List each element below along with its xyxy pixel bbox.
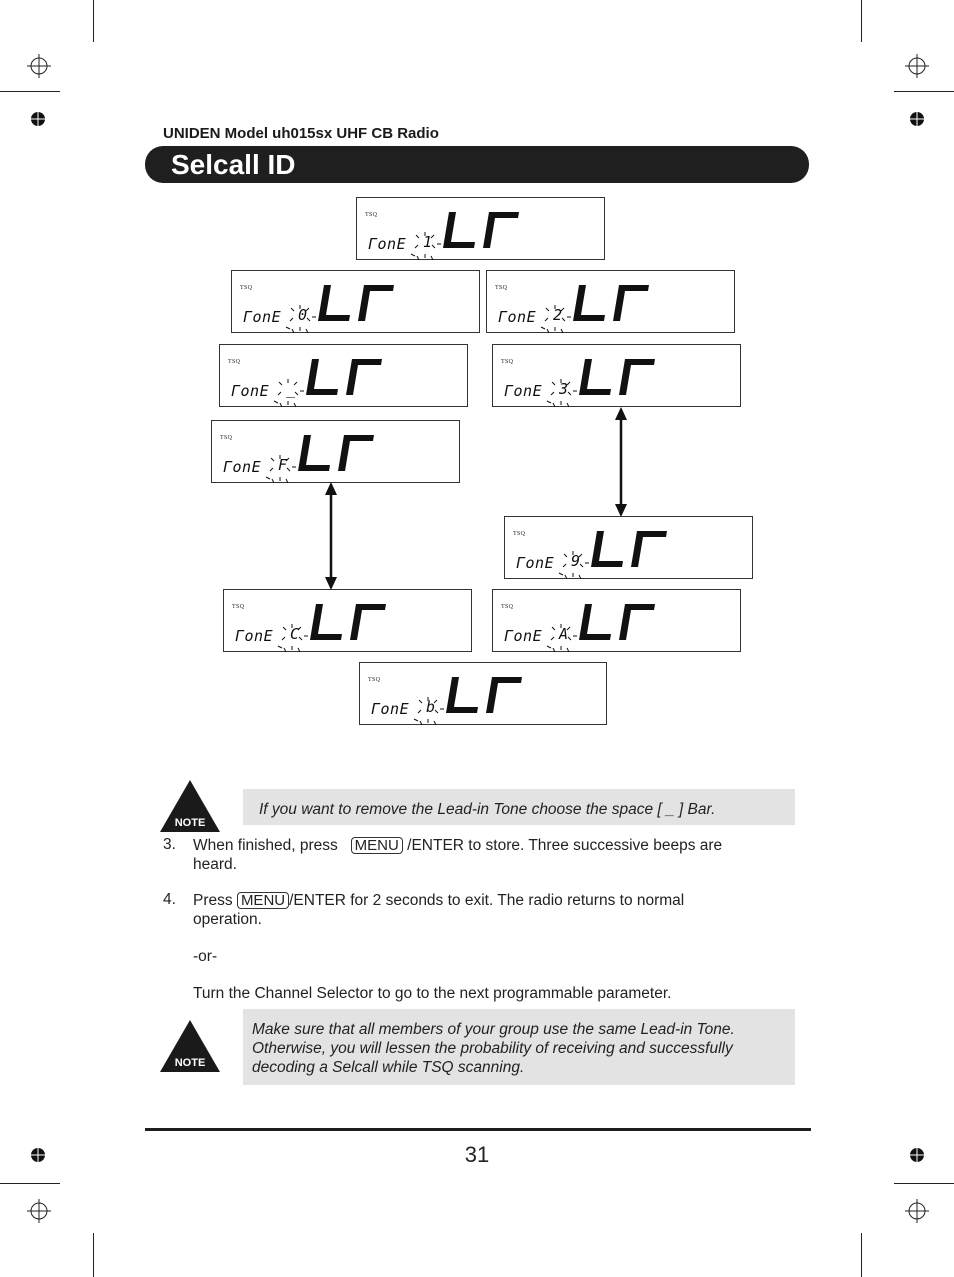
lcd-display-2 bbox=[486, 270, 735, 333]
step-text: /ENTER to store. Three successive beeps are bbox=[407, 837, 723, 854]
tsq-indicator: TSQ bbox=[365, 212, 378, 218]
tone-label: ГonE bbox=[498, 308, 537, 326]
crop-mark bbox=[93, 0, 94, 42]
step-text: /ENTER for 2 seconds to exit. The radio returns to normal bbox=[289, 892, 685, 909]
lcd-segments-icon bbox=[232, 271, 481, 334]
tsq-indicator: TSQ bbox=[495, 285, 508, 291]
tone-digit: A bbox=[559, 625, 569, 643]
crop-mark bbox=[93, 1233, 94, 1277]
tone-label: ГonE bbox=[223, 458, 262, 476]
lcd-segments-icon bbox=[487, 271, 736, 334]
registration-dot-icon bbox=[909, 111, 925, 127]
registration-dot-icon bbox=[30, 111, 46, 127]
tone-label: ГonE bbox=[368, 235, 407, 253]
section-title: Selcall ID bbox=[171, 149, 296, 180]
note-icon-label: NOTE bbox=[174, 817, 206, 829]
lcd-display-A bbox=[492, 589, 741, 652]
step-text: heard. bbox=[193, 856, 237, 873]
registration-mark-icon bbox=[905, 1199, 929, 1223]
note-box bbox=[243, 789, 795, 825]
lcd-segments-icon bbox=[360, 663, 609, 726]
tsq-indicator: TSQ bbox=[220, 435, 233, 441]
crop-mark bbox=[0, 1183, 60, 1184]
step-text: When finished, press bbox=[193, 837, 338, 854]
step-number: 3. bbox=[163, 836, 176, 853]
tone-digit: 3 bbox=[559, 380, 569, 398]
footer-rule bbox=[145, 1128, 811, 1131]
tone-label: ГonE bbox=[504, 627, 543, 645]
tsq-indicator: TSQ bbox=[501, 359, 514, 365]
step-text: Press bbox=[193, 892, 233, 909]
crop-mark bbox=[0, 91, 60, 92]
turn-text: Turn the Channel Selector to go to the next programmable parameter. bbox=[193, 985, 672, 1002]
crop-mark bbox=[894, 91, 954, 92]
tone-digit: b bbox=[426, 698, 436, 716]
note-text: If you want to remove the Lead-in Tone choose the space [ _ ] Bar. bbox=[259, 801, 716, 818]
note-line: Make sure that all members of your group use the same Lead-in Tone. bbox=[252, 1021, 735, 1038]
menu-key: MENU bbox=[237, 892, 289, 909]
model-header: UNIDEN Model uh015sx UHF CB Radio bbox=[163, 125, 439, 142]
tone-label: ГonE bbox=[243, 308, 282, 326]
crop-mark bbox=[861, 0, 862, 42]
double-arrow-icon bbox=[613, 407, 629, 517]
lcd-display-b bbox=[359, 662, 607, 725]
double-arrow-icon bbox=[323, 482, 339, 590]
crop-mark bbox=[861, 1233, 862, 1277]
note-line: Otherwise, you will lessen the probability of receiving and successfully bbox=[252, 1040, 733, 1057]
step-text: operation. bbox=[193, 911, 262, 928]
registration-mark-icon bbox=[905, 54, 929, 78]
lcd-segments-icon bbox=[224, 590, 473, 653]
note-icon-label: NOTE bbox=[174, 1057, 206, 1069]
tone-label: ГonE bbox=[516, 554, 555, 572]
registration-mark-icon bbox=[27, 54, 51, 78]
tone-digit: 2 bbox=[553, 306, 563, 324]
tone-digit: 1 bbox=[423, 233, 433, 251]
note-warning-icon bbox=[160, 780, 220, 832]
note-box bbox=[243, 1009, 795, 1085]
tone-label: ГonE bbox=[504, 382, 543, 400]
tsq-indicator: TSQ bbox=[368, 677, 381, 683]
tone-digit: _ bbox=[286, 380, 296, 398]
lcd-display-C bbox=[223, 589, 472, 652]
section-title-bar bbox=[145, 146, 809, 183]
lcd-display-0 bbox=[231, 270, 480, 333]
tsq-indicator: TSQ bbox=[501, 604, 514, 610]
page-number: 31 bbox=[464, 1142, 490, 1167]
tsq-indicator: TSQ bbox=[240, 285, 253, 291]
tone-digit: F bbox=[278, 456, 288, 474]
tone-label: ГonE bbox=[371, 700, 410, 718]
or-text: -or- bbox=[193, 948, 218, 965]
tone-digit: 0 bbox=[298, 306, 308, 324]
note-warning-icon bbox=[160, 1020, 220, 1072]
step-number: 4. bbox=[163, 891, 176, 908]
lcd-display-3 bbox=[492, 344, 741, 407]
lcd-display-F bbox=[211, 420, 460, 483]
crop-mark bbox=[894, 1183, 954, 1184]
lcd-segments-icon bbox=[493, 345, 742, 408]
registration-mark-icon bbox=[27, 1199, 51, 1223]
tsq-indicator: TSQ bbox=[228, 359, 241, 365]
tsq-indicator: TSQ bbox=[232, 604, 245, 610]
tone-digit: 9 bbox=[571, 552, 581, 570]
note-line: decoding a Selcall while TSQ scanning. bbox=[252, 1059, 525, 1076]
tone-label: ГonE bbox=[235, 627, 274, 645]
lcd-segments-icon bbox=[212, 421, 461, 484]
lcd-segments-icon bbox=[220, 345, 469, 408]
menu-key: MENU bbox=[351, 837, 403, 854]
lcd-segments-icon bbox=[493, 590, 742, 653]
lcd-display-space bbox=[219, 344, 468, 407]
tone-digit: C bbox=[290, 625, 300, 643]
lcd-display-1 bbox=[356, 197, 605, 260]
tone-label: ГonE bbox=[231, 382, 270, 400]
lcd-segments-icon bbox=[357, 198, 606, 261]
lcd-display-9 bbox=[504, 516, 753, 579]
tsq-indicator: TSQ bbox=[513, 531, 526, 537]
lcd-segments-icon bbox=[505, 517, 754, 580]
